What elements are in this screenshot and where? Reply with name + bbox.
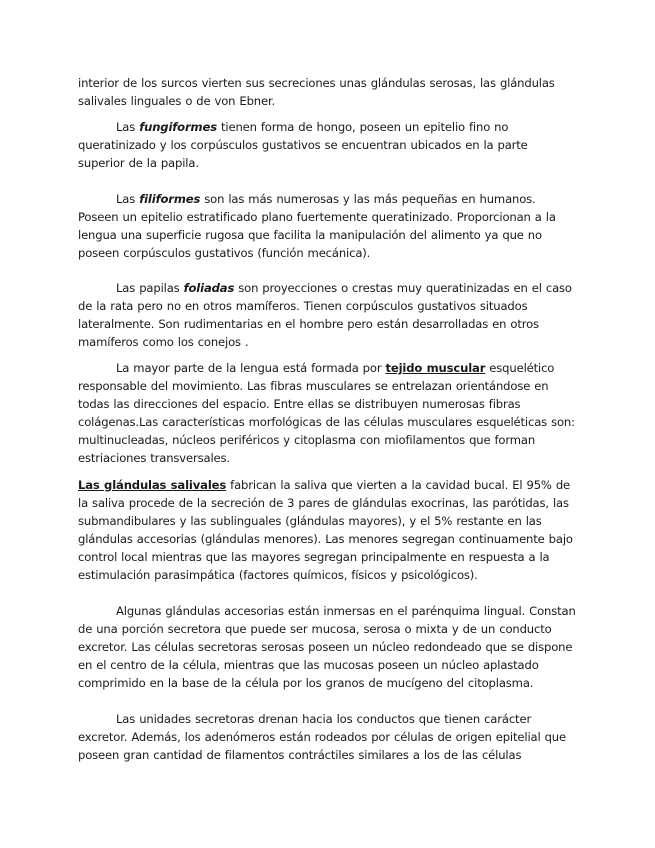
paragraph-text: interior de los surcos vierten sus secreciones unas glándulas serosas, las glándulas salivales linguales o de von Ebner. bbox=[78, 76, 555, 108]
paragraph-text: Las unidades secretoras drenan hacia los conductos que tienen carácter excretor. Además, los adenómeros están rodeados por células de origen epitelial que poseen gran cantidad de filamentos contráctiles similares a los de las células bbox=[78, 712, 566, 762]
document-page bbox=[78, 74, 578, 764]
term-filiformes: filiformes bbox=[139, 192, 201, 206]
paragraph-lead: Las bbox=[116, 120, 140, 134]
paragraph-body: son las más numerosas y las más pequeñas en humanos. Poseen un epitelio estratificado plano fuertemente queratinizado. Proporcionan a la lengua una superficie rugosa que facilita la manipulación del alimento ya que no poseen corpúsculos gustativos (función mecánica). bbox=[78, 192, 556, 260]
paragraph-body: son proyecciones o crestas muy queratinizadas en el caso de la rata pero no en otros mamíferos. Tienen corpúsculos gustativos situados lateralmente. Son rudimentarias en el hombre pero están desarrolladas en otros mamíferos como los conejos . bbox=[78, 281, 572, 349]
term-glandulas-salivales: Las glándulas salivales bbox=[78, 478, 227, 492]
paragraph-lead: Las papilas bbox=[116, 281, 184, 295]
paragraph-glandulas-salivales bbox=[78, 476, 578, 584]
paragraph-body: tienen forma de hongo, poseen un epitelio fino no queratinizado y los corpúsculos gustativos se encuentran ubicados en la parte superior de la papila. bbox=[78, 120, 528, 170]
paragraph-text: Algunas glándulas accesorias están inmersas en el parénquima lingual. Constan de una porción secretora que puede ser mucosa, serosa o mixta y de un conducto excretor. Las células secretoras serosas poseen un núcleo redondeado que se dispone en el centro de la célula, mientras que las mucosas poseen un núcleo aplastado comprimido en la base de la célula por los granos de mucígeno del citoplasma. bbox=[78, 604, 576, 690]
paragraph-unidades-secretoras bbox=[78, 710, 578, 764]
paragraph-fungiformes bbox=[78, 118, 578, 172]
paragraph-body: fabrican la saliva que vierten a la cavidad bucal. El 95% de la saliva procede de la secreción de 3 pares de glándulas exocrinas, las parótidas, las submandibulares y las sublinguales (glándulas mayores), y el 5% restante en las glándulas accesorias (glándulas menores). Las menores segregan continuamente bajo control local mientras que las mayores segregan principalmente en respuesta a la estimulación parasimpática (factores químicos, físicos y psicológicos). bbox=[78, 478, 573, 582]
paragraph-foliadas bbox=[78, 279, 578, 351]
paragraph-glandulas-accesorias bbox=[78, 602, 578, 692]
paragraph-von-ebner bbox=[78, 74, 578, 110]
paragraph-tejido-muscular bbox=[78, 359, 578, 467]
paragraph-lead: Las bbox=[116, 192, 140, 206]
paragraph-body: esquelético responsable del movimiento. Las fibras musculares se entrelazan orientándose en todas las direcciones del espacio. Entre ellas se distribuyen numerosas fibras colágenas.Las características morfológicas de las células musculares esqueléticas son: multinucleadas, núcleos periféricos y citoplasma con miofilamentos que forman estriaciones transversales. bbox=[78, 361, 575, 465]
term-fungiformes: fungiformes bbox=[139, 120, 217, 134]
paragraph-filiformes bbox=[78, 190, 578, 262]
term-foliadas: foliadas bbox=[183, 281, 235, 295]
term-tejido-muscular: tejido muscular bbox=[385, 361, 486, 375]
paragraph-lead: La mayor parte de la lengua está formada por bbox=[116, 361, 386, 375]
